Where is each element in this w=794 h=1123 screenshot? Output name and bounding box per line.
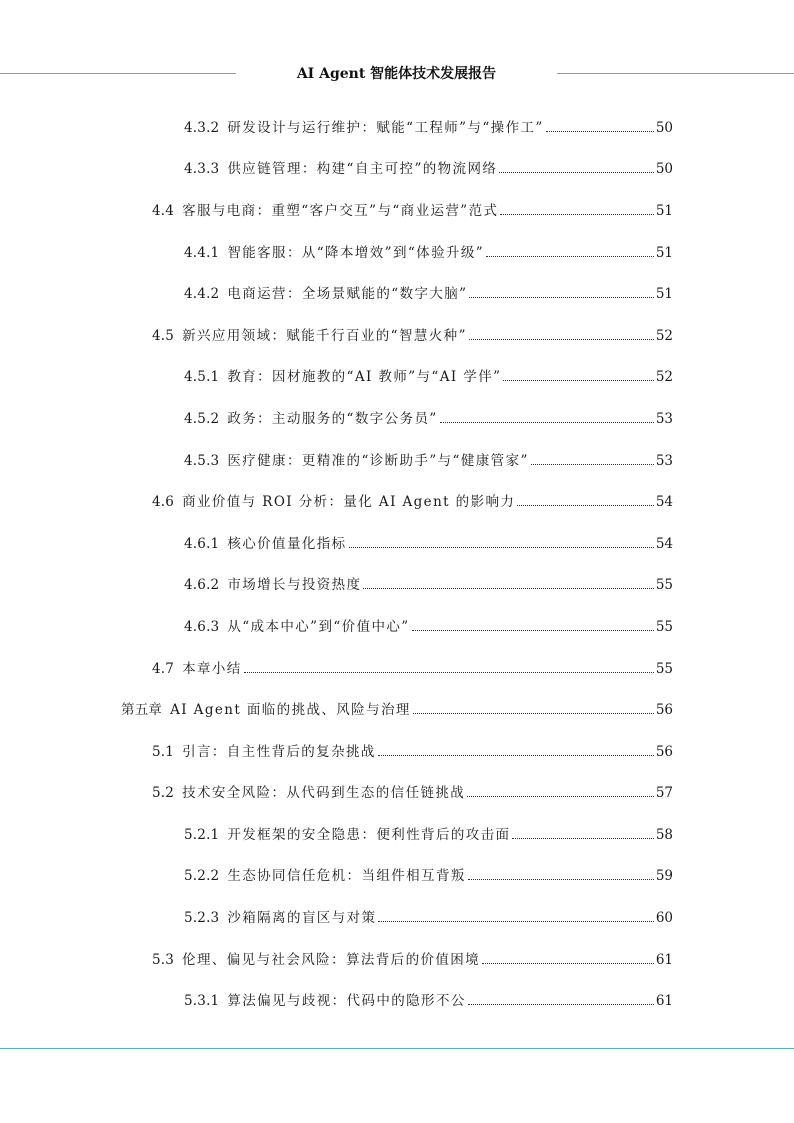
toc-entry-title: 教育：因材施教的“AI 教师”与“AI 学伴” <box>227 369 502 386</box>
toc-entry-page: 50 <box>655 119 673 136</box>
toc-leader-dots <box>440 421 654 423</box>
toc-entry[interactable] <box>0 937 794 979</box>
toc-entry[interactable] <box>0 687 794 729</box>
toc-entry-number: 4.3.3 <box>184 161 220 178</box>
footer-rule <box>0 1048 794 1049</box>
toc-entry-title: 从“成本中心”到“价值中心” <box>227 618 410 635</box>
toc-entry-title: AI Agent 面临的挑战、风险与治理 <box>170 702 411 719</box>
toc-entry[interactable] <box>0 521 794 563</box>
toc-entry-number: 4.6.2 <box>184 577 220 594</box>
toc-leader-dots <box>512 837 653 839</box>
toc-entry-page: 54 <box>655 494 673 511</box>
toc-entry[interactable] <box>0 812 794 854</box>
toc-entry-line <box>184 906 673 926</box>
toc-entry[interactable] <box>0 729 794 771</box>
toc-entry-page: 55 <box>655 618 673 635</box>
toc-leader-dots <box>413 712 654 714</box>
toc-entry-page: 50 <box>655 161 673 178</box>
toc-leader-dots <box>412 629 654 631</box>
toc-entry-line <box>184 282 673 302</box>
header-rule-left <box>0 73 236 74</box>
toc-entry-line <box>152 948 673 968</box>
toc-entry-title: 算法偏见与歧视：代码中的隐形不公 <box>227 993 466 1010</box>
toc-entry-line <box>152 199 673 219</box>
toc-entry-title: 技术安全风险：从代码到生态的信任链挑战 <box>182 785 466 802</box>
toc-entry-page: 61 <box>655 951 673 968</box>
toc-entry-title: 本章小结 <box>182 660 242 677</box>
toc-entry-page: 56 <box>655 702 673 719</box>
toc-entry-line <box>184 116 673 136</box>
toc-leader-dots <box>349 546 654 548</box>
toc-leader-dots <box>499 171 654 173</box>
toc-entry[interactable] <box>0 563 794 605</box>
toc-entry-title: 伦理、偏见与社会风险：算法背后的价值困境 <box>182 951 481 968</box>
toc-entry-line <box>184 615 673 635</box>
toc-entry-number: 5.3 <box>152 951 175 968</box>
toc-entry-line <box>184 449 673 469</box>
header-rule-right <box>557 73 794 74</box>
toc-entry-title: 智能客服：从“降本增效”到“体验升级” <box>227 244 485 261</box>
toc-entry[interactable] <box>0 771 794 813</box>
toc-entry-number: 4.4.2 <box>184 286 220 303</box>
toc-entry-line <box>152 657 673 677</box>
toc-entry-page: 55 <box>655 577 673 594</box>
toc-entry[interactable] <box>0 854 794 896</box>
toc-leader-dots <box>468 878 654 880</box>
toc-entry[interactable] <box>0 230 794 272</box>
toc-leader-dots <box>469 296 653 298</box>
toc-entry-line <box>152 490 673 510</box>
toc-entry-number: 5.2 <box>152 785 175 802</box>
toc-entry-line <box>184 864 673 884</box>
toc-entry-line <box>121 698 673 718</box>
toc-entry-line <box>152 781 673 801</box>
toc-entry[interactable] <box>0 646 794 688</box>
toc-entry-line <box>184 823 673 843</box>
toc-leader-dots <box>378 754 654 756</box>
toc-entry-title: 供应链管理：构建“自主可控”的物流网络 <box>227 161 498 178</box>
toc-leader-dots <box>503 379 653 381</box>
toc-entry-title: 医疗健康：更精准的“诊断助手”与“健康管家” <box>227 452 529 469</box>
toc-entry-page: 51 <box>655 202 673 219</box>
table-of-contents <box>0 105 794 1020</box>
toc-entry[interactable] <box>0 604 794 646</box>
toc-entry-line <box>184 407 673 427</box>
toc-leader-dots <box>469 338 654 340</box>
toc-entry-title: 开发框架的安全隐患：便利性背后的攻击面 <box>227 826 511 843</box>
toc-entry-page: 60 <box>655 910 673 927</box>
toc-entry-title: 政务：主动服务的“数字公务员” <box>227 410 438 427</box>
toc-entry-page: 61 <box>655 993 673 1010</box>
toc-entry-number: 5.2.3 <box>184 910 220 927</box>
toc-entry-title: 新兴应用领域：赋能千行百业的“智慧火种” <box>182 327 467 344</box>
toc-entry-line <box>184 573 673 593</box>
toc-entry-title: 研发设计与运行维护：赋能“工程师”与“操作工” <box>227 119 544 136</box>
toc-entry-number: 4.6 <box>152 494 175 511</box>
toc-entry-number: 4.5.3 <box>184 452 220 469</box>
toc-entry-number: 5.3.1 <box>184 993 220 1010</box>
toc-entry-title: 沙箱隔离的盲区与对策 <box>227 910 377 927</box>
toc-entry-line <box>152 740 673 760</box>
toc-entry[interactable] <box>0 271 794 313</box>
toc-entry-page: 56 <box>655 743 673 760</box>
toc-entry-title: 引言：自主性背后的复杂挑战 <box>182 743 376 760</box>
toc-entry-line <box>184 989 673 1009</box>
toc-leader-dots <box>482 962 654 964</box>
toc-entry-number: 5.2.1 <box>184 826 220 843</box>
toc-entry-page: 59 <box>655 868 673 885</box>
page-header-title: AI Agent 智能体技术发展报告 <box>296 66 497 82</box>
toc-entry-line <box>184 532 673 552</box>
toc-entry-title: 市场增长与投资热度 <box>227 577 362 594</box>
toc-entry-title: 商业价值与 ROI 分析：量化 AI Agent 的影响力 <box>182 494 516 511</box>
toc-entry-page: 53 <box>655 452 673 469</box>
toc-entry-number: 第五章 <box>121 702 163 719</box>
toc-entry[interactable] <box>0 479 794 521</box>
toc-entry-page: 51 <box>655 286 673 303</box>
toc-entry-page: 58 <box>655 826 673 843</box>
toc-entry-number: 4.4 <box>152 202 175 219</box>
toc-leader-dots <box>378 920 653 922</box>
toc-entry[interactable] <box>0 978 794 1020</box>
toc-entry-number: 4.5 <box>152 327 175 344</box>
toc-entry-number: 4.5.2 <box>184 410 220 427</box>
toc-entry-number: 5.1 <box>152 743 175 760</box>
toc-entry[interactable] <box>0 105 794 147</box>
toc-leader-dots <box>363 587 653 589</box>
toc-leader-dots <box>467 795 654 797</box>
toc-leader-dots <box>546 130 654 132</box>
toc-leader-dots <box>468 1003 654 1005</box>
toc-entry-page: 57 <box>655 785 673 802</box>
toc-leader-dots <box>244 671 654 673</box>
toc-entry-number: 4.5.1 <box>184 369 220 386</box>
toc-leader-dots <box>531 463 654 465</box>
toc-entry-page: 51 <box>655 244 673 261</box>
toc-entry-page: 52 <box>655 369 673 386</box>
toc-entry-number: 4.6.3 <box>184 618 220 635</box>
toc-entry[interactable] <box>0 895 794 937</box>
toc-entry-title: 核心价值量化指标 <box>227 535 347 552</box>
toc-entry-number: 4.6.1 <box>184 535 220 552</box>
toc-entry[interactable] <box>0 355 794 397</box>
toc-entry-number: 4.4.1 <box>184 244 220 261</box>
toc-entry[interactable] <box>0 396 794 438</box>
toc-entry[interactable] <box>0 188 794 230</box>
toc-entry-title: 电商运营：全场景赋能的“数字大脑” <box>227 286 468 303</box>
toc-entry-title: 客服与电商：重塑“客户交互”与“商业运营”范式 <box>182 202 499 219</box>
toc-entry-page: 55 <box>655 660 673 677</box>
toc-entry-number: 4.7 <box>152 660 175 677</box>
toc-leader-dots <box>517 504 654 506</box>
toc-entry-line <box>184 365 673 385</box>
toc-entry-title: 生态协同信任危机：当组件相互背叛 <box>227 868 466 885</box>
toc-entry-number: 5.2.2 <box>184 868 220 885</box>
toc-entry-page: 53 <box>655 410 673 427</box>
toc-entry[interactable] <box>0 438 794 480</box>
toc-leader-dots <box>500 213 653 215</box>
toc-entry-page: 52 <box>655 327 673 344</box>
toc-entry[interactable] <box>0 313 794 355</box>
toc-entry-line <box>152 324 673 344</box>
toc-leader-dots <box>486 255 654 257</box>
toc-entry-line <box>184 157 673 177</box>
toc-entry[interactable] <box>0 147 794 189</box>
toc-entry-page: 54 <box>655 535 673 552</box>
toc-entry-line <box>184 241 673 261</box>
toc-entry-number: 4.3.2 <box>184 119 220 136</box>
